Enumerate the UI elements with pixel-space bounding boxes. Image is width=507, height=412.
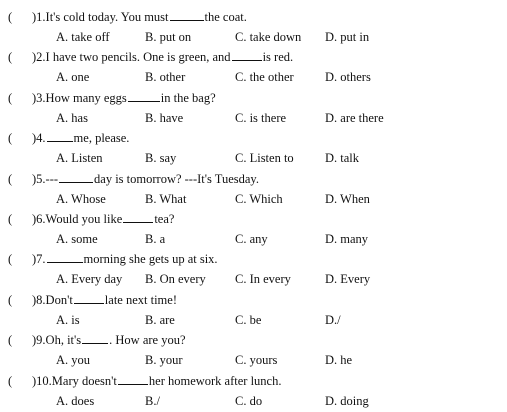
option-c[interactable]: C. the other <box>235 70 294 85</box>
stem-after-blank: in the bag? <box>160 90 216 105</box>
answer-bracket[interactable]: ( <box>8 50 13 65</box>
answer-bracket[interactable]: ( <box>8 171 13 186</box>
stem-after-blank: the coat. <box>204 10 247 24</box>
fill-in-blank[interactable] <box>118 372 148 385</box>
stem-before-blank: )9.Oh, it's <box>32 333 82 348</box>
option-a[interactable]: A. some <box>56 232 98 246</box>
answer-options <box>0 68 507 86</box>
stem-after-blank: tea? <box>154 212 175 226</box>
option-a[interactable]: A. Every day <box>56 272 123 287</box>
answer-options <box>0 230 507 248</box>
question-item <box>0 331 507 371</box>
stem-before-blank: )3.How many eggs <box>32 90 127 105</box>
fill-in-blank[interactable] <box>82 331 108 344</box>
question-stem <box>32 8 247 26</box>
option-b[interactable]: B. say <box>145 151 177 166</box>
question-item <box>0 291 507 331</box>
question-stem <box>32 89 216 107</box>
option-b[interactable]: B. a <box>145 232 166 246</box>
option-c[interactable]: C. In every <box>235 272 291 287</box>
stem-before-blank: )4. <box>32 131 46 146</box>
question-stem <box>32 129 129 147</box>
question-item <box>0 48 507 88</box>
option-b[interactable]: B. What <box>145 191 187 206</box>
question-stem <box>32 372 281 390</box>
question-stem <box>32 250 218 268</box>
stem-before-blank: )5.--- <box>32 171 59 186</box>
fill-in-blank[interactable] <box>123 210 153 223</box>
option-a[interactable]: A. does <box>56 393 95 408</box>
option-a[interactable]: A. take off <box>56 30 110 44</box>
question-item <box>0 89 507 129</box>
stem-after-blank: her homework after lunch. <box>148 373 282 388</box>
option-a[interactable]: A. you <box>56 353 91 368</box>
stem-before-blank: )10.Mary doesn't <box>32 373 117 388</box>
option-c[interactable]: C. Listen to <box>235 151 294 166</box>
fill-in-blank[interactable] <box>47 129 73 142</box>
stem-after-blank: is red. <box>262 50 294 65</box>
answer-options <box>0 149 507 167</box>
option-d[interactable]: D. he <box>325 353 353 368</box>
option-c[interactable]: C. yours <box>235 353 278 368</box>
answer-options <box>0 190 507 208</box>
question-item <box>0 129 507 169</box>
question-stem <box>32 170 259 188</box>
option-d[interactable]: D. talk <box>325 151 360 166</box>
cropped-header-strip <box>0 0 507 4</box>
question-stem <box>32 291 177 309</box>
option-b[interactable]: B. other <box>145 70 186 85</box>
option-b[interactable]: B. your <box>145 353 183 368</box>
option-a[interactable]: A. one <box>56 70 90 85</box>
stem-before-blank: )6.Would you like <box>32 212 123 226</box>
option-b[interactable]: B. put on <box>145 30 192 44</box>
question-item <box>0 250 507 290</box>
answer-options <box>0 351 507 369</box>
option-c[interactable]: C. is there <box>235 110 287 125</box>
fill-in-blank[interactable] <box>47 250 83 263</box>
answer-bracket[interactable]: ( <box>8 10 13 24</box>
stem-before-blank: )7. <box>32 252 46 267</box>
answer-bracket[interactable]: ( <box>8 333 13 348</box>
answer-options <box>0 392 507 410</box>
option-c[interactable]: C. do <box>235 393 263 408</box>
question-item <box>0 8 507 48</box>
question-item <box>0 210 507 250</box>
question-item <box>0 372 507 412</box>
stem-before-blank: )2.I have two pencils. One is green, and <box>32 50 231 65</box>
answer-options <box>0 270 507 288</box>
answer-options <box>0 109 507 127</box>
option-c[interactable]: C. take down <box>235 30 302 44</box>
fill-in-blank[interactable] <box>232 48 262 61</box>
stem-after-blank: day is tomorrow? ---It's Tuesday. <box>94 171 259 186</box>
option-a[interactable]: A. Whose <box>56 191 106 206</box>
fill-in-blank[interactable] <box>128 89 160 102</box>
answer-bracket[interactable]: ( <box>8 212 13 226</box>
question-item <box>0 170 507 210</box>
answer-bracket[interactable]: ( <box>8 90 13 105</box>
option-d[interactable]: D. put in <box>325 30 370 44</box>
answer-options <box>0 311 507 329</box>
option-d[interactable]: D. others <box>325 70 371 85</box>
stem-after-blank: late next time! <box>104 292 177 307</box>
option-d[interactable]: D./ <box>325 312 341 327</box>
stem-after-blank: morning she gets up at six. <box>83 252 218 267</box>
option-b[interactable]: B. are <box>145 312 175 327</box>
stem-after-blank: me, please. <box>73 131 130 146</box>
option-b[interactable]: B. On every <box>145 272 206 287</box>
option-a[interactable]: A. Listen <box>56 151 103 166</box>
question-stem <box>32 210 174 228</box>
stem-after-blank: . How are you? <box>109 333 186 348</box>
answer-bracket[interactable]: ( <box>8 373 13 388</box>
option-c[interactable]: C. Which <box>235 191 283 206</box>
option-d[interactable]: D. Every <box>325 272 371 287</box>
answer-bracket[interactable]: ( <box>8 252 13 267</box>
option-d[interactable]: D. doing <box>325 393 369 408</box>
option-b[interactable]: B. have <box>145 110 184 125</box>
option-a[interactable]: A. is <box>56 312 80 327</box>
option-b[interactable]: B./ <box>145 393 160 408</box>
answer-bracket[interactable]: ( <box>8 131 13 146</box>
option-d[interactable]: D. When <box>325 191 370 206</box>
option-a[interactable]: A. has <box>56 110 88 125</box>
question-stem <box>32 331 186 349</box>
option-d[interactable]: D. many <box>325 232 369 246</box>
question-stem <box>32 48 293 66</box>
option-c[interactable]: C. any <box>235 232 268 246</box>
fill-in-blank[interactable] <box>59 170 93 183</box>
option-d[interactable]: D. are there <box>325 110 384 125</box>
fill-in-blank[interactable] <box>170 8 204 21</box>
answer-options <box>0 28 507 46</box>
stem-before-blank: )1.It's cold today. You must <box>32 10 169 24</box>
option-c[interactable]: C. be <box>235 312 262 327</box>
answer-bracket[interactable]: ( <box>8 292 13 307</box>
fill-in-blank[interactable] <box>74 291 104 304</box>
stem-before-blank: )8.Don't <box>32 292 73 307</box>
